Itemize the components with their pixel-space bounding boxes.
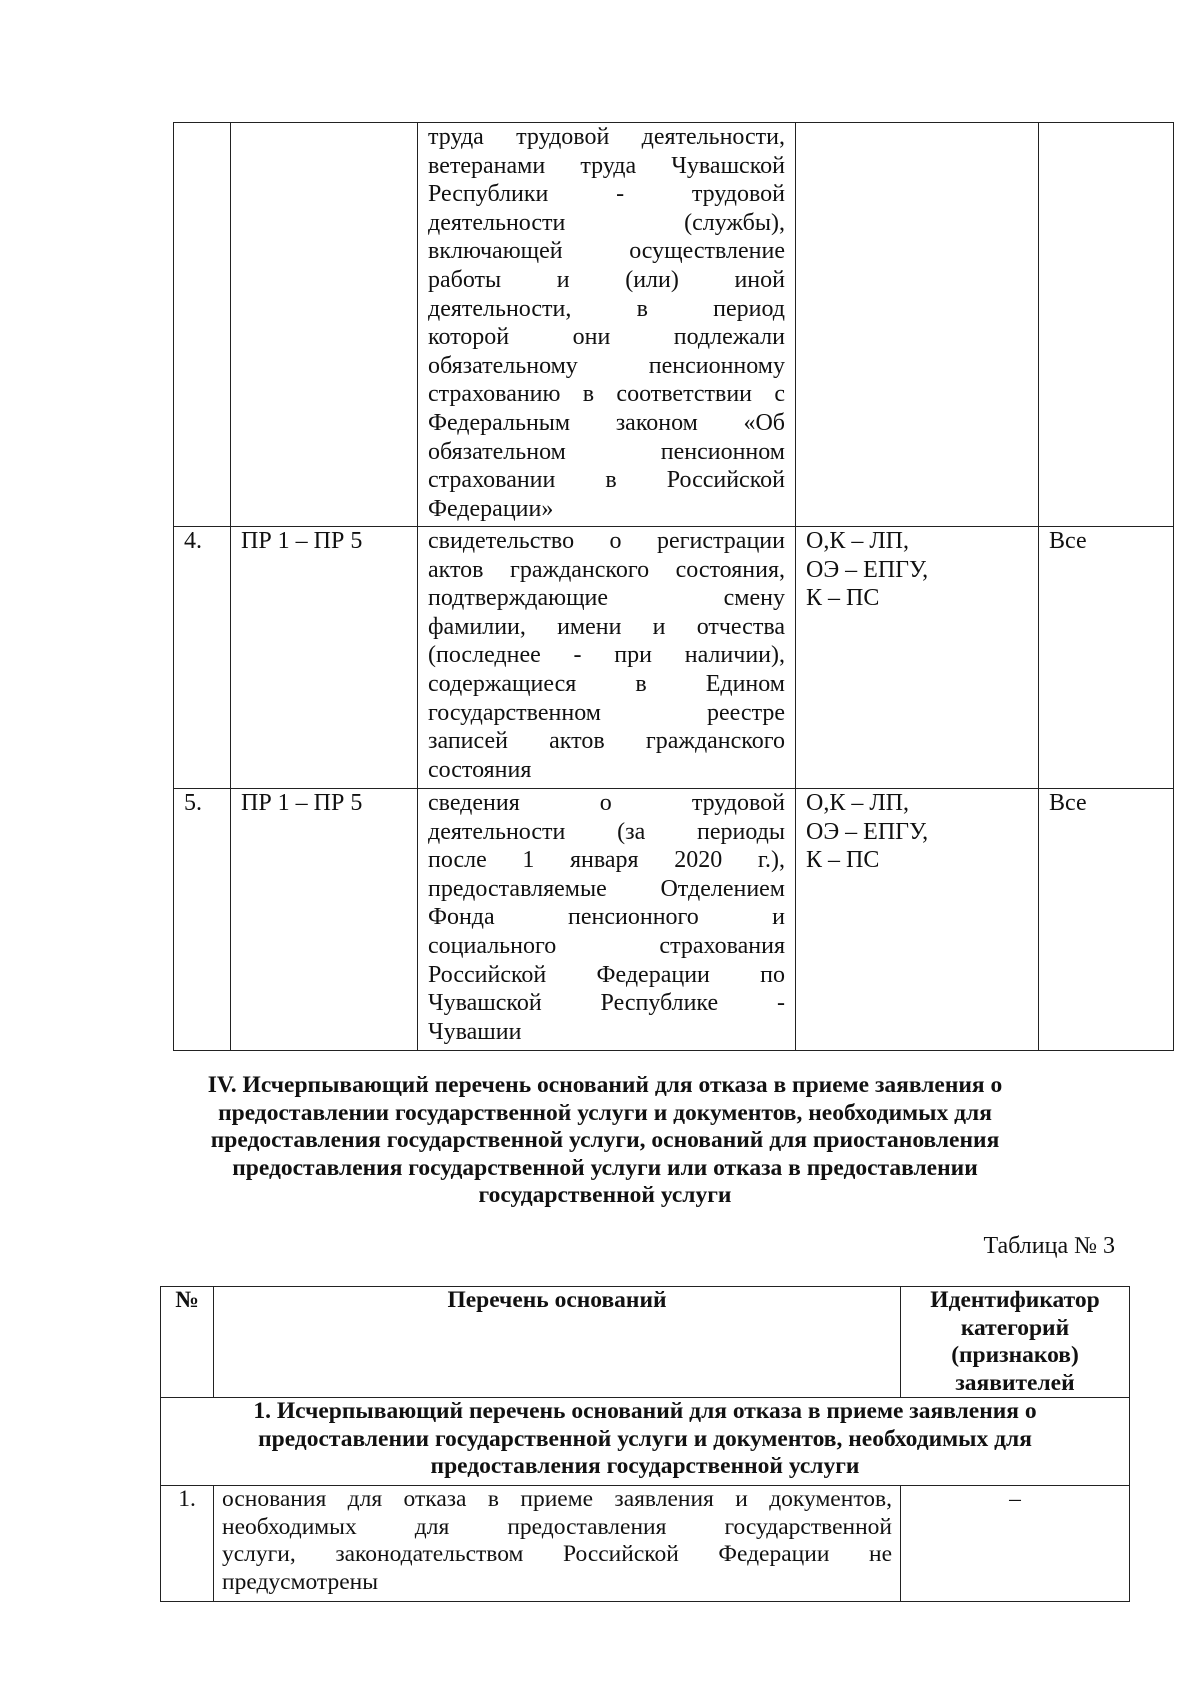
- document-line: Российской Федерации по: [428, 961, 785, 988]
- header-identifier: [901, 1287, 1130, 1398]
- reason-line: необходимых для предоставления государственной: [222, 1513, 892, 1540]
- table-row: [161, 1486, 1130, 1602]
- document-line: сведения о трудовой: [428, 790, 785, 816]
- document-line: фамилии, имени и отчества: [428, 613, 785, 640]
- method-line: К – ПС: [806, 847, 880, 874]
- subsection-heading: [161, 1398, 1130, 1486]
- document-line: страхованию в соответствии с: [428, 381, 785, 408]
- document-line: (последнее - при наличии),: [428, 642, 785, 669]
- document-line: после 1 января 2020 г.),: [428, 847, 785, 874]
- table-caption: Таблица № 3: [983, 1233, 1115, 1259]
- document-line: свидетельство о регистрации: [428, 528, 785, 554]
- code-cell: ПР 1 – ПР 5: [231, 789, 418, 1051]
- document-line: страховании в Российской: [428, 467, 785, 494]
- applicants-cell: [1039, 123, 1174, 527]
- reason-line: основания для отказа в приеме заявления и документов,: [222, 1486, 892, 1512]
- document-line: которой они подлежали: [428, 324, 785, 351]
- document-line: Чувашской Республике -: [428, 990, 785, 1017]
- document-line: Чувашии: [428, 1018, 522, 1045]
- document-line: включающей осуществление: [428, 238, 785, 265]
- identifier-cell: –: [901, 1486, 1130, 1602]
- code-cell: [231, 123, 418, 527]
- reason-cell: [214, 1486, 901, 1602]
- document-line: Республики - трудовой: [428, 181, 785, 208]
- method-cell: [796, 789, 1039, 1051]
- method-line: К – ПС: [806, 585, 880, 612]
- document-line: социального страхования: [428, 932, 785, 959]
- header-identifier-line: Идентификатор: [930, 1287, 1100, 1313]
- document-line: содержащиеся в Едином: [428, 670, 785, 697]
- subsection-line: предоставлении государственной услуги и документов, необходимых для: [258, 1425, 1032, 1452]
- header-identifier-line: (признаков): [951, 1342, 1079, 1368]
- reason-line: услуги, законодательством Российской Федерации не: [222, 1541, 892, 1567]
- method-cell: [796, 527, 1039, 789]
- document-line: обязательном пенсионном: [428, 438, 785, 465]
- document-line: ветеранами труда Чувашской: [428, 152, 785, 179]
- heading-line: предоставлении государственной услуги и документов, необходимых для: [218, 1099, 992, 1126]
- document-line: работы и (или) иной: [428, 266, 785, 293]
- method-line: О,К – ЛП,: [806, 790, 909, 816]
- header-reasons: Перечень оснований: [214, 1287, 901, 1398]
- header-identifier-line: заявителей: [955, 1369, 1075, 1396]
- row-number-cell: 5.: [174, 789, 231, 1051]
- document-cell: [418, 527, 796, 789]
- header-number: №: [161, 1287, 214, 1398]
- row-number-cell: [174, 123, 231, 527]
- document-line: деятельности, в период: [428, 295, 785, 322]
- heading-line: IV. Исчерпывающий перечень оснований для отказа в приеме заявления о: [207, 1072, 1003, 1098]
- code-cell: ПР 1 – ПР 5: [231, 527, 418, 789]
- reasons-table: [160, 1286, 1130, 1602]
- table-row: [174, 123, 1174, 527]
- document-line: записей актов гражданского: [428, 728, 785, 755]
- header-identifier-line: категорий: [960, 1314, 1070, 1341]
- document-line: государственном реестре: [428, 699, 785, 726]
- document-line: состояния: [428, 756, 532, 783]
- document-line: труда трудовой деятельности,: [428, 124, 785, 150]
- document-line: подтверждающие смену: [428, 585, 785, 612]
- method-line: О,К – ЛП,: [806, 528, 909, 554]
- document-cell: [418, 789, 796, 1051]
- reason-line: предусмотрены: [222, 1568, 378, 1595]
- document-line: Федерации»: [428, 495, 554, 522]
- table-header-row: [161, 1287, 1130, 1398]
- document-cell: [418, 123, 796, 527]
- document-line: предоставляемые Отделением: [428, 875, 785, 902]
- section-heading: [175, 1072, 1035, 1210]
- method-line: ОЭ – ЕПГУ,: [806, 818, 929, 845]
- document-line: деятельности (службы),: [428, 209, 785, 236]
- subsection-line: предоставления государственной услуги: [430, 1453, 860, 1479]
- table-subheader-row: [161, 1398, 1130, 1486]
- heading-line: предоставления государственной услуги, оснований для приостановления: [210, 1127, 1000, 1153]
- subsection-line: 1. Исчерпывающий перечень оснований для отказа в приеме заявления о: [253, 1398, 1037, 1424]
- method-cell: [796, 123, 1039, 527]
- documents-table: [173, 122, 1174, 1051]
- row-number-cell: 1.: [161, 1486, 214, 1602]
- applicants-cell: Все: [1039, 789, 1174, 1051]
- heading-line: предоставления государственной услуги или отказа в предоставлении: [232, 1154, 978, 1181]
- table-row: [174, 789, 1174, 1051]
- row-number-cell: 4.: [174, 527, 231, 789]
- heading-line: государственной услуги: [478, 1182, 732, 1208]
- document-line: обязательному пенсионному: [428, 352, 785, 379]
- table-row: [174, 527, 1174, 789]
- document-line: деятельности (за периоды: [428, 818, 785, 845]
- document-line: Фонда пенсионного и: [428, 904, 785, 931]
- document-line: Федеральным законом «Об: [428, 409, 785, 436]
- method-line: ОЭ – ЕПГУ,: [806, 556, 929, 583]
- applicants-cell: Все: [1039, 527, 1174, 789]
- document-line: актов гражданского состояния,: [428, 556, 785, 583]
